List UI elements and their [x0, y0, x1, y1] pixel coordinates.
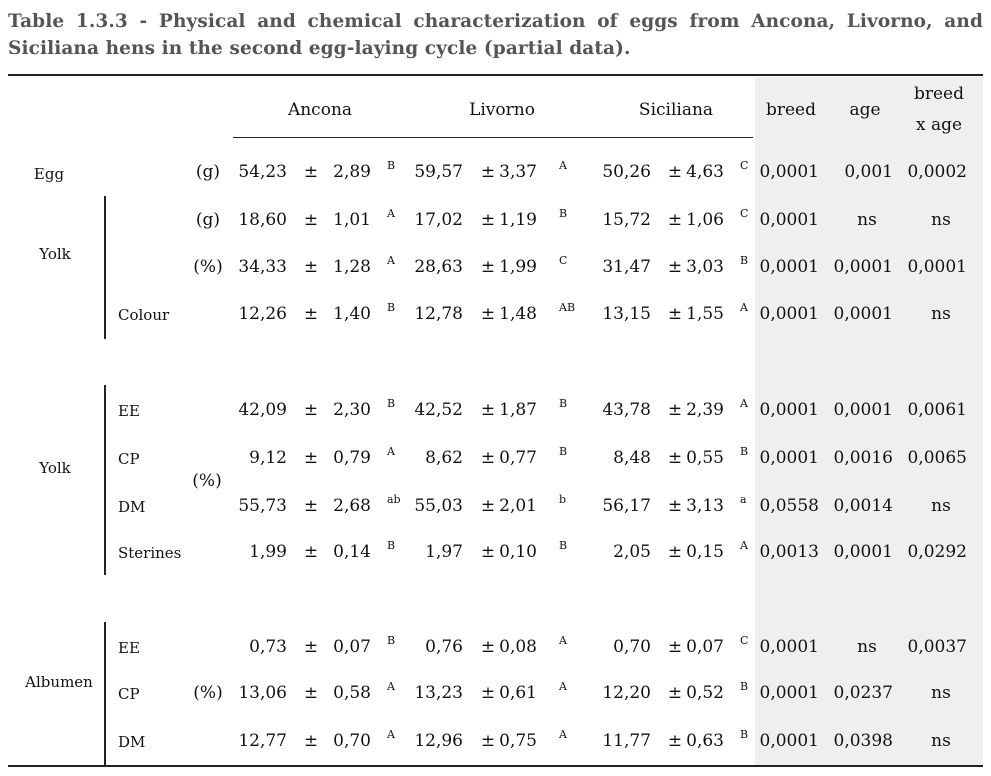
cell-pm: ±	[303, 210, 319, 230]
cell-pm: ±	[480, 210, 496, 230]
row-sublabel-3: Colour	[118, 306, 170, 324]
stat-value: 0,0001	[833, 257, 893, 277]
stat-value: ns	[931, 683, 951, 703]
cell-pm: ±	[667, 542, 683, 562]
cell-sd: 2,89	[333, 162, 371, 182]
stat-value: 0,0001	[833, 542, 893, 562]
bottom-rule	[8, 765, 983, 767]
top-rule	[8, 74, 983, 76]
cell-letter: A	[740, 301, 748, 314]
header-stat-2-line1: breed	[913, 84, 965, 104]
cell-mean: 31,47	[602, 257, 651, 277]
cell-pm: ±	[303, 448, 319, 468]
row-unit-1: (g)	[195, 210, 221, 230]
cell-sd: 1,99	[499, 257, 537, 277]
cell-letter: a	[740, 493, 747, 506]
cell-pm: ±	[303, 400, 319, 420]
cell-sd: 0,14	[333, 542, 371, 562]
cell-pm: ±	[480, 448, 496, 468]
cell-sd: 2,30	[333, 400, 371, 420]
stat-value: 0,0001	[833, 400, 893, 420]
stat-value: 0,0001	[833, 304, 893, 324]
cell-sd: 0,52	[686, 683, 724, 703]
stat-value: 0,0014	[833, 496, 893, 516]
cell-letter: ab	[387, 493, 401, 506]
cell-mean: 1,99	[249, 542, 287, 562]
cell-pm: ±	[480, 304, 496, 324]
cell-letter: B	[559, 539, 568, 552]
cell-pm: ±	[480, 257, 496, 277]
cell-mean: 56,17	[602, 496, 651, 516]
cell-letter: B	[387, 539, 396, 552]
row-unit-0: (g)	[195, 162, 221, 182]
cell-pm: ±	[667, 731, 683, 751]
stat-value: ns	[931, 496, 951, 516]
group-label-3: Albumen	[25, 673, 93, 691]
stat-value: 0,0001	[759, 731, 819, 751]
row-unit-9: (%)	[193, 683, 223, 703]
cell-mean: 42,52	[414, 400, 463, 420]
cell-pm: ±	[480, 400, 496, 420]
cell-letter: A	[559, 159, 567, 172]
cell-sd: 0,07	[333, 637, 371, 657]
cell-letter: B	[387, 397, 396, 410]
cell-letter: A	[387, 445, 395, 458]
stat-value: ns	[931, 731, 951, 751]
cell-sd: 0,07	[686, 637, 724, 657]
cell-mean: 42,09	[238, 400, 287, 420]
stat-value: 0,0558	[759, 496, 819, 516]
cell-sd: 0,75	[499, 731, 537, 751]
header-breed-1: Livorno	[469, 100, 535, 120]
table-caption: Table 1.3.3 - Physical and chemical characterization of eggs from Ancona, Livorno, and Siciliana hens in the second egg-laying cycle (partial data).	[8, 11, 983, 59]
cell-pm: ±	[667, 496, 683, 516]
cell-letter: B	[740, 445, 749, 458]
yolk-group-bracket	[104, 196, 106, 339]
stat-value: ns	[857, 210, 877, 230]
cell-letter: AB	[559, 301, 576, 314]
stat-value: 0,0001	[759, 448, 819, 468]
cell-mean: 2,05	[613, 542, 651, 562]
stat-value: 0,0001	[759, 210, 819, 230]
stat-value: 0,0037	[907, 637, 967, 657]
cell-letter: A	[559, 634, 567, 647]
cell-sd: 0,10	[499, 542, 537, 562]
header-underline	[233, 137, 753, 138]
cell-pm: ±	[667, 162, 683, 182]
stat-value: 0,0061	[907, 400, 967, 420]
row-sublabel-10: DM	[118, 733, 146, 751]
cell-mean: 55,73	[238, 496, 287, 516]
cell-letter: B	[740, 254, 749, 267]
cell-pm: ±	[480, 162, 496, 182]
cell-mean: 8,62	[425, 448, 463, 468]
cell-letter: A	[387, 254, 395, 267]
cell-letter: A	[387, 680, 395, 693]
cell-mean: 9,12	[249, 448, 287, 468]
cell-letter: B	[740, 680, 749, 693]
header-stat-2-line2: x age	[915, 115, 963, 135]
cell-mean: 54,23	[238, 162, 287, 182]
cell-letter: A	[559, 680, 567, 693]
cell-mean: 0,73	[249, 637, 287, 657]
row-sublabel-5: CP	[118, 450, 140, 468]
cell-sd: 0,61	[499, 683, 537, 703]
cell-sd: 3,03	[686, 257, 724, 277]
stat-value: 0,0002	[907, 162, 967, 182]
cell-pm: ±	[303, 496, 319, 516]
cell-sd: 1,28	[333, 257, 371, 277]
cell-sd: 0,70	[333, 731, 371, 751]
cell-letter: C	[559, 254, 568, 267]
cell-sd: 2,01	[499, 496, 537, 516]
cell-letter: A	[740, 397, 748, 410]
stat-value: 0,0001	[907, 257, 967, 277]
cell-sd: 1,40	[333, 304, 371, 324]
stat-value: 0,0398	[833, 731, 893, 751]
row-sublabel-7: Sterines	[118, 544, 182, 562]
cell-sd: 0,08	[499, 637, 537, 657]
cell-letter: A	[740, 539, 748, 552]
stat-value: ns	[931, 304, 951, 324]
cell-mean: 8,48	[613, 448, 651, 468]
cell-letter: A	[387, 728, 395, 741]
stat-value: 0,0065	[907, 448, 967, 468]
cell-pm: ±	[303, 637, 319, 657]
cell-letter: B	[740, 728, 749, 741]
cell-mean: 0,70	[613, 637, 651, 657]
cell-pm: ±	[303, 731, 319, 751]
cell-mean: 43,78	[602, 400, 651, 420]
cell-mean: 12,78	[414, 304, 463, 324]
row-unit-2: (%)	[193, 257, 223, 277]
cell-pm: ±	[303, 542, 319, 562]
cell-sd: 1,19	[499, 210, 537, 230]
cell-letter: A	[559, 728, 567, 741]
cell-pm: ±	[667, 304, 683, 324]
header-breed-0: Ancona	[287, 100, 353, 120]
cell-letter: B	[559, 397, 568, 410]
cell-mean: 0,76	[425, 637, 463, 657]
cell-mean: 59,57	[414, 162, 463, 182]
cell-mean: 13,23	[414, 683, 463, 703]
cell-mean: 17,02	[414, 210, 463, 230]
cell-sd: 1,48	[499, 304, 537, 324]
cell-letter: C	[740, 207, 749, 220]
group-label-2: Yolk	[39, 459, 71, 477]
cell-letter: B	[387, 301, 396, 314]
cell-letter: C	[740, 159, 749, 172]
cell-pm: ±	[667, 257, 683, 277]
header-stat-1: age	[849, 100, 881, 120]
header-stat-0: breed	[765, 100, 817, 120]
cell-sd: 0,15	[686, 542, 724, 562]
cell-sd: 0,79	[333, 448, 371, 468]
stat-value: 0,0001	[759, 162, 819, 182]
cell-mean: 12,77	[238, 731, 287, 751]
cell-letter: B	[387, 634, 396, 647]
cell-pm: ±	[667, 637, 683, 657]
stat-value: 0,0016	[833, 448, 893, 468]
cell-letter: B	[387, 159, 396, 172]
stat-value: ns	[857, 637, 877, 657]
cell-mean: 18,60	[238, 210, 287, 230]
cell-letter: C	[740, 634, 749, 647]
stat-value: 0,0292	[907, 542, 967, 562]
row-sublabel-6: DM	[118, 498, 146, 516]
cell-letter: b	[559, 493, 567, 506]
cell-pm: ±	[303, 162, 319, 182]
stat-value: 0,001	[844, 162, 893, 182]
stat-value: 0,0013	[759, 542, 819, 562]
stat-value: 0,0001	[759, 683, 819, 703]
cell-sd: 0,55	[686, 448, 724, 468]
cell-pm: ±	[667, 400, 683, 420]
cell-sd: 0,77	[499, 448, 537, 468]
cell-mean: 12,26	[238, 304, 287, 324]
cell-mean: 13,06	[238, 683, 287, 703]
cell-sd: 1,06	[686, 210, 724, 230]
row-sublabel-9: CP	[118, 685, 140, 703]
stat-value: 0,0237	[833, 683, 893, 703]
cell-letter: A	[387, 207, 395, 220]
cell-sd: 1,55	[686, 304, 724, 324]
cell-mean: 34,33	[238, 257, 287, 277]
cell-letter: B	[559, 207, 568, 220]
stat-value: 0,0001	[759, 400, 819, 420]
header-breed-2: Siciliana	[638, 100, 714, 120]
cell-pm: ±	[303, 304, 319, 324]
cell-pm: ±	[303, 683, 319, 703]
cell-pm: ±	[480, 637, 496, 657]
cell-sd: 2,39	[686, 400, 724, 420]
row-sublabel-8: EE	[118, 639, 140, 657]
stat-value: ns	[931, 210, 951, 230]
cell-mean: 12,96	[414, 731, 463, 751]
cell-mean: 12,20	[602, 683, 651, 703]
cell-pm: ±	[667, 448, 683, 468]
cell-mean: 28,63	[414, 257, 463, 277]
cell-mean: 50,26	[602, 162, 651, 182]
albumen-bracket	[104, 622, 106, 765]
group-label-0: Egg	[33, 165, 65, 183]
cell-mean: 1,97	[425, 542, 463, 562]
group-label-1: Yolk	[39, 245, 71, 263]
cell-pm: ±	[480, 731, 496, 751]
cell-pm: ±	[480, 542, 496, 562]
cell-mean: 15,72	[602, 210, 651, 230]
cell-mean: 11,77	[602, 731, 651, 751]
cell-pm: ±	[480, 683, 496, 703]
cell-letter: B	[559, 445, 568, 458]
cell-sd: 1,01	[333, 210, 371, 230]
stat-value: 0,0001	[759, 304, 819, 324]
yolk-composition-bracket	[104, 385, 106, 575]
cell-sd: 0,63	[686, 731, 724, 751]
cell-sd: 3,37	[499, 162, 537, 182]
cell-pm: ±	[667, 683, 683, 703]
group-unit-yolk-composition: (%)	[192, 471, 222, 491]
cell-mean: 55,03	[414, 496, 463, 516]
stat-value: 0,0001	[759, 257, 819, 277]
cell-pm: ±	[667, 210, 683, 230]
cell-mean: 13,15	[602, 304, 651, 324]
cell-pm: ±	[480, 496, 496, 516]
cell-sd: 2,68	[333, 496, 371, 516]
stat-value: 0,0001	[759, 637, 819, 657]
cell-sd: 1,87	[499, 400, 537, 420]
cell-sd: 0,58	[333, 683, 371, 703]
row-sublabel-4: EE	[118, 402, 140, 420]
cell-pm: ±	[303, 257, 319, 277]
cell-sd: 3,13	[686, 496, 724, 516]
cell-sd: 4,63	[686, 162, 724, 182]
